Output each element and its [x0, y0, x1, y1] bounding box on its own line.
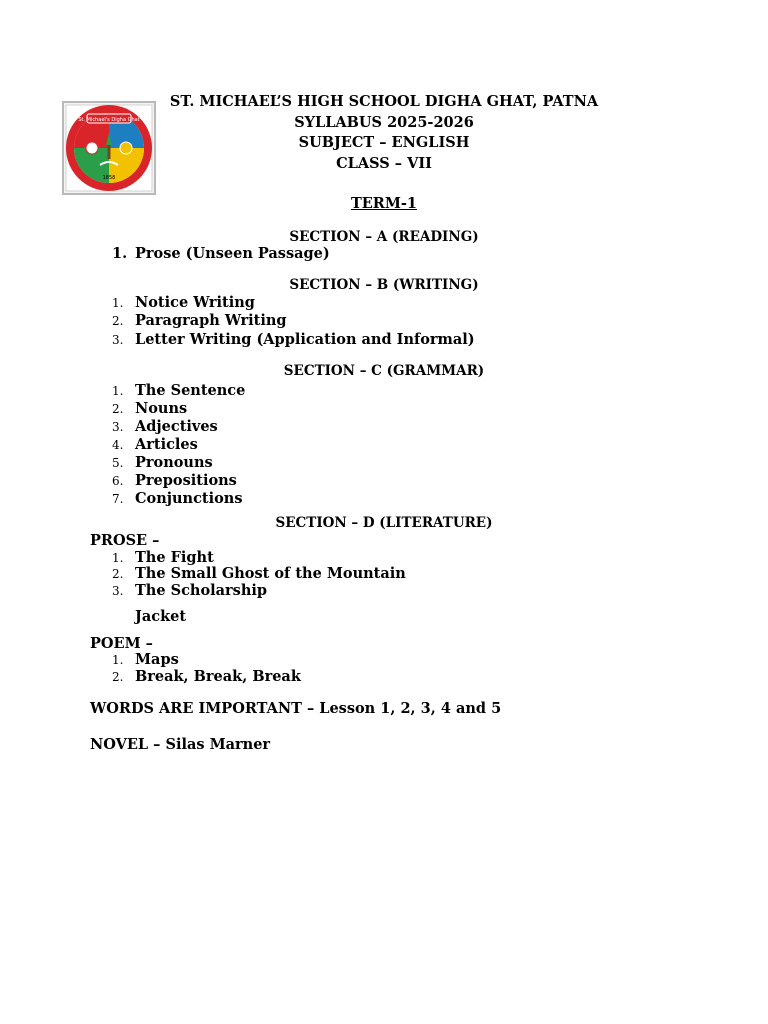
list-item: [112, 294, 255, 311]
list-item: [112, 549, 214, 566]
item-text: Adjectives: [135, 418, 218, 435]
item-number: 6.: [112, 474, 124, 488]
item-text: Prose (Unseen Passage): [135, 245, 330, 262]
list-item: [112, 651, 179, 668]
list-item: [112, 565, 406, 582]
item-text: The Small Ghost of the Mountain: [135, 565, 406, 582]
item-text: Letter Writing (Application and Informal): [135, 331, 475, 348]
item-number: 3.: [112, 333, 124, 347]
section-a-title: SECTION – A (READING): [289, 229, 479, 245]
list-item: [112, 472, 237, 489]
section-c-title: SECTION – C (GRAMMAR): [283, 363, 485, 379]
item-number: 2.: [112, 567, 124, 581]
item-number: 7.: [112, 492, 124, 506]
item-text: Articles: [135, 436, 198, 453]
list-item: [112, 331, 475, 348]
item-text: The Scholarship: [135, 582, 268, 599]
item-number: 3.: [112, 584, 124, 598]
item-number: 5.: [112, 456, 124, 470]
item-text: Notice Writing: [135, 294, 255, 311]
item-number: 2.: [112, 402, 124, 416]
section-b-title: SECTION – B (WRITING): [289, 277, 479, 293]
subject-title: SUBJECT – ENGLISH: [298, 134, 470, 151]
list-item: [112, 312, 287, 329]
prose-extra: Jacket: [135, 608, 187, 625]
logo-banner-text: St. Michael's Digha Ghat: [78, 117, 140, 123]
list-item: [112, 382, 245, 399]
item-text: Nouns: [135, 400, 188, 417]
logo-year: 1858: [102, 175, 116, 181]
item-number: 1.: [112, 551, 124, 565]
syllabus-title: SYLLABUS 2025-2026: [294, 114, 474, 131]
list-item: [112, 436, 198, 453]
term-heading: TERM-1: [350, 195, 418, 212]
list-item: [112, 418, 218, 435]
prose-label: PROSE –: [90, 532, 160, 549]
list-item: [112, 454, 213, 471]
item-number: 1.: [112, 384, 124, 398]
item-text: Conjunctions: [135, 490, 243, 507]
item-text: The Sentence: [135, 382, 246, 399]
item-text: Paragraph Writing: [135, 312, 287, 329]
item-number: 4.: [112, 438, 124, 452]
item-text: The Fight: [135, 549, 214, 566]
school-name: ST. MICHAEL’S HIGH SCHOOL DIGHA GHAT, PATNA: [169, 93, 599, 110]
item-number: 2.: [112, 314, 124, 328]
section-d-title: SECTION – D (LITERATURE): [275, 515, 493, 531]
list-item: [112, 245, 330, 262]
list-item: [112, 400, 187, 417]
words-are-important: WORDS ARE IMPORTANT – Lesson 1, 2, 3, 4 and 5: [90, 700, 502, 717]
item-number: 1.: [112, 245, 128, 262]
item-text: Prepositions: [135, 472, 237, 489]
class-title: CLASS – VII: [336, 155, 432, 172]
item-text: Maps: [135, 651, 179, 668]
list-item: [112, 490, 243, 507]
list-item: [112, 582, 267, 599]
item-number: 2.: [112, 670, 124, 684]
item-number: 1.: [112, 653, 124, 667]
item-text: Pronouns: [135, 454, 213, 471]
item-number: 3.: [112, 420, 124, 434]
item-number: 1.: [112, 296, 124, 310]
list-item: [112, 668, 301, 685]
novel: NOVEL – Silas Marner: [90, 736, 271, 753]
item-text: Break, Break, Break: [135, 668, 301, 685]
poem-label: POEM –: [90, 635, 153, 652]
